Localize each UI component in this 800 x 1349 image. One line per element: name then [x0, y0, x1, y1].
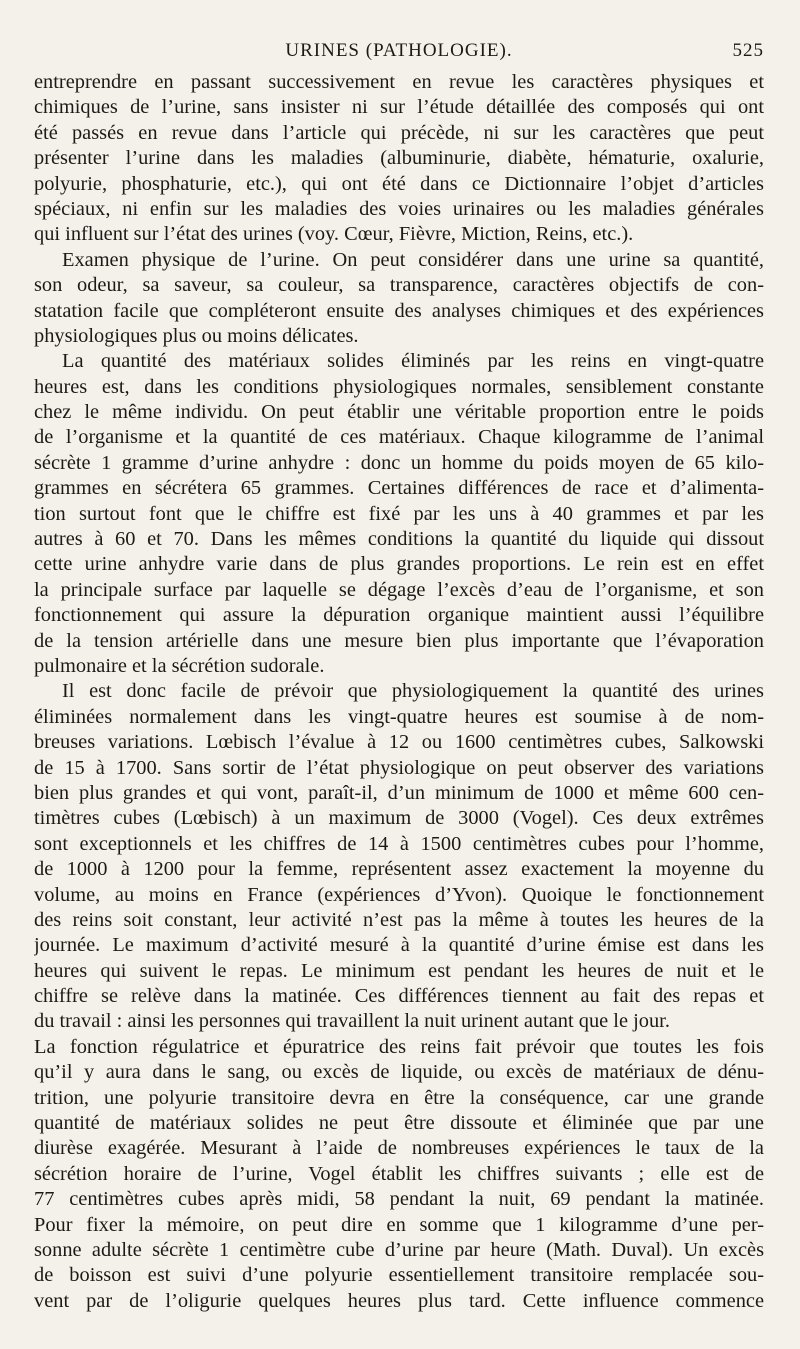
text-line: cette urine anhydre varie dans de plus grandes proportions. Le rein est en effet [34, 553, 764, 576]
text-line: fonctionnement qui assure la dépuration organique maintient aussi l’équilibre [34, 604, 764, 627]
text-line: son odeur, sa saveur, sa couleur, sa transparence, caractères objectifs de con- [34, 274, 764, 297]
text-line: entreprendre en passant successivement en revue les caractères physiques et [34, 71, 764, 93]
text-line: Examen physique de l’urine. On peut considérer dans une urine sa quantité, [62, 248, 764, 271]
text-line: breuses variations. Lœbisch l’évalue à 12 ou 1600 centimètres cubes, Salkowski [34, 731, 764, 754]
text-line: de l’organisme et la quantité de ces matériaux. Chaque kilogramme de l’animal [34, 426, 764, 449]
text-line: vent par de l’oligurie quelques heures plus tard. Cette influence commence [34, 1289, 764, 1312]
page-header [34, 36, 764, 70]
text-line: heures qui suivent le repas. Le minimum est pendant les heures de nuit et le [34, 959, 764, 982]
text-line: sont exceptionnels et les chiffres de 14 à 1500 centimètres cubes pour l’homme, [34, 832, 764, 855]
text-line: de boisson est suivi d’une polyurie essentiellement transitoire remplacée sou- [34, 1264, 764, 1287]
text-line: du travail : ainsi les personnes qui travaillent la nuit urinent autant que le jour. [34, 1010, 670, 1033]
text-line: sécrète 1 gramme d’urine anhydre : donc un homme du poids moyen de 65 kilo- [34, 451, 764, 474]
page-number: 525 [732, 40, 764, 61]
text-line: chez le même individu. On peut établir une véritable proportion entre le poids [34, 401, 764, 424]
text-line: La fonction régulatrice et épuratrice des reins fait prévoir que toutes les fois [34, 1035, 764, 1058]
text-line: qui influent sur l’état des urines (voy. Cœur, Fièvre, Miction, Reins, etc.). [34, 223, 634, 246]
text-line: présenter l’urine dans les maladies (albuminurie, diabète, hématurie, oxalurie, [34, 147, 764, 170]
text-line: autres à 60 et 70. Dans les mêmes conditions la quantité du liquide qui dissout [34, 528, 764, 551]
text-line: 77 centimètres cubes après midi, 58 pendant la nuit, 69 pendant la matinée. [34, 1188, 764, 1211]
text-line: physiologiques plus ou moins délicates. [34, 324, 359, 347]
text-line: sonne adulte sécrète 1 centimètre cube d’urine par heure (Math. Duval). Un excès [34, 1238, 764, 1261]
text-line: chimiques de l’urine, sans insister ni sur l’étude détaillée des composés qui ont [34, 96, 764, 119]
text-line: éliminées normalement dans les vingt-quatre heures est soumise à de nom- [34, 705, 764, 728]
text-line: Il est donc facile de prévoir que physiologiquement la quantité des urines [62, 680, 764, 703]
text-line: la principale surface par laquelle se dégage l’excès d’eau de l’organisme, et son [34, 578, 764, 601]
text-line: La quantité des matériaux solides éliminés par les reins en vingt-quatre [62, 350, 764, 373]
text-line: grammes en sécrétera 65 grammes. Certaines différences de race et d’alimenta- [34, 477, 764, 500]
text-line: statation facile que compléteront ensuite des analyses chimiques et des expériences [34, 299, 764, 322]
text-line: volume, au moins en France (expériences d’Yvon). Quoique le fonctionnement [34, 883, 764, 906]
text-line: diurèse exagérée. Mesurant à l’aide de nombreuses expériences le taux de la [34, 1137, 764, 1160]
text-line: tion surtout font que le chiffre est fixé par les uns à 40 grammes et par les [34, 502, 764, 525]
text-line: timètres cubes (Lœbisch) à un maximum de 3000 (Vogel). Ces deux extrêmes [34, 807, 764, 830]
text-line: bien plus grandes et qui vont, paraît-il, d’un minimum de 1000 et même 600 cen- [34, 781, 764, 804]
text-line: des reins soit constant, leur activité n’est pas la même à toutes les heures de la [34, 908, 764, 931]
text-line: polyurie, phosphaturie, etc.), qui ont été dans ce Dictionnaire l’objet d’articles [34, 172, 764, 195]
text-line: de 15 à 1700. Sans sortir de l’état physiologique on peut observer des variations [34, 756, 764, 779]
text-line: qu’il y aura dans le sang, ou excès de liquide, ou excès de matériaux de dénu- [34, 1061, 764, 1084]
text-line: sécrétion horaire de l’urine, Vogel établit les chiffres suivants ; elle est de [34, 1162, 764, 1185]
text-line: spéciaux, ni enfin sur les maladies des voies urinaires ou les maladies générales [34, 197, 764, 220]
text-line: chiffre se relève dans la matinée. Ces différences tiennent au fait des repas et [34, 985, 764, 1008]
body-text [34, 70, 764, 1314]
text-line: journée. Le maximum d’activité mesuré à la quantité d’urine émise est dans les [34, 934, 764, 957]
running-head: URINES (PATHOLOGIE). [285, 40, 513, 61]
text-line: été passés en revue dans l’article qui précède, ni sur les caractères que peut [34, 121, 764, 144]
text-line: Pour fixer la mémoire, on peut dire en somme que 1 kilogramme d’une per- [34, 1213, 764, 1236]
text-line: quantité de matériaux solides ne peut être dissoute et éliminée que par une [34, 1112, 764, 1135]
text-line: pulmonaire et la sécrétion sudorale. [34, 654, 325, 677]
text-line: de la tension artérielle dans une mesure bien plus importante que l’évaporation [34, 629, 764, 652]
text-line: heures est, dans les conditions physiologiques normales, sensiblement constante [34, 375, 764, 398]
text-line: de 1000 à 1200 pour la femme, représentent assez exactement la moyenne du [34, 858, 764, 881]
text-line: trition, une polyurie transitoire devra en être la conséquence, car une grande [34, 1086, 764, 1109]
